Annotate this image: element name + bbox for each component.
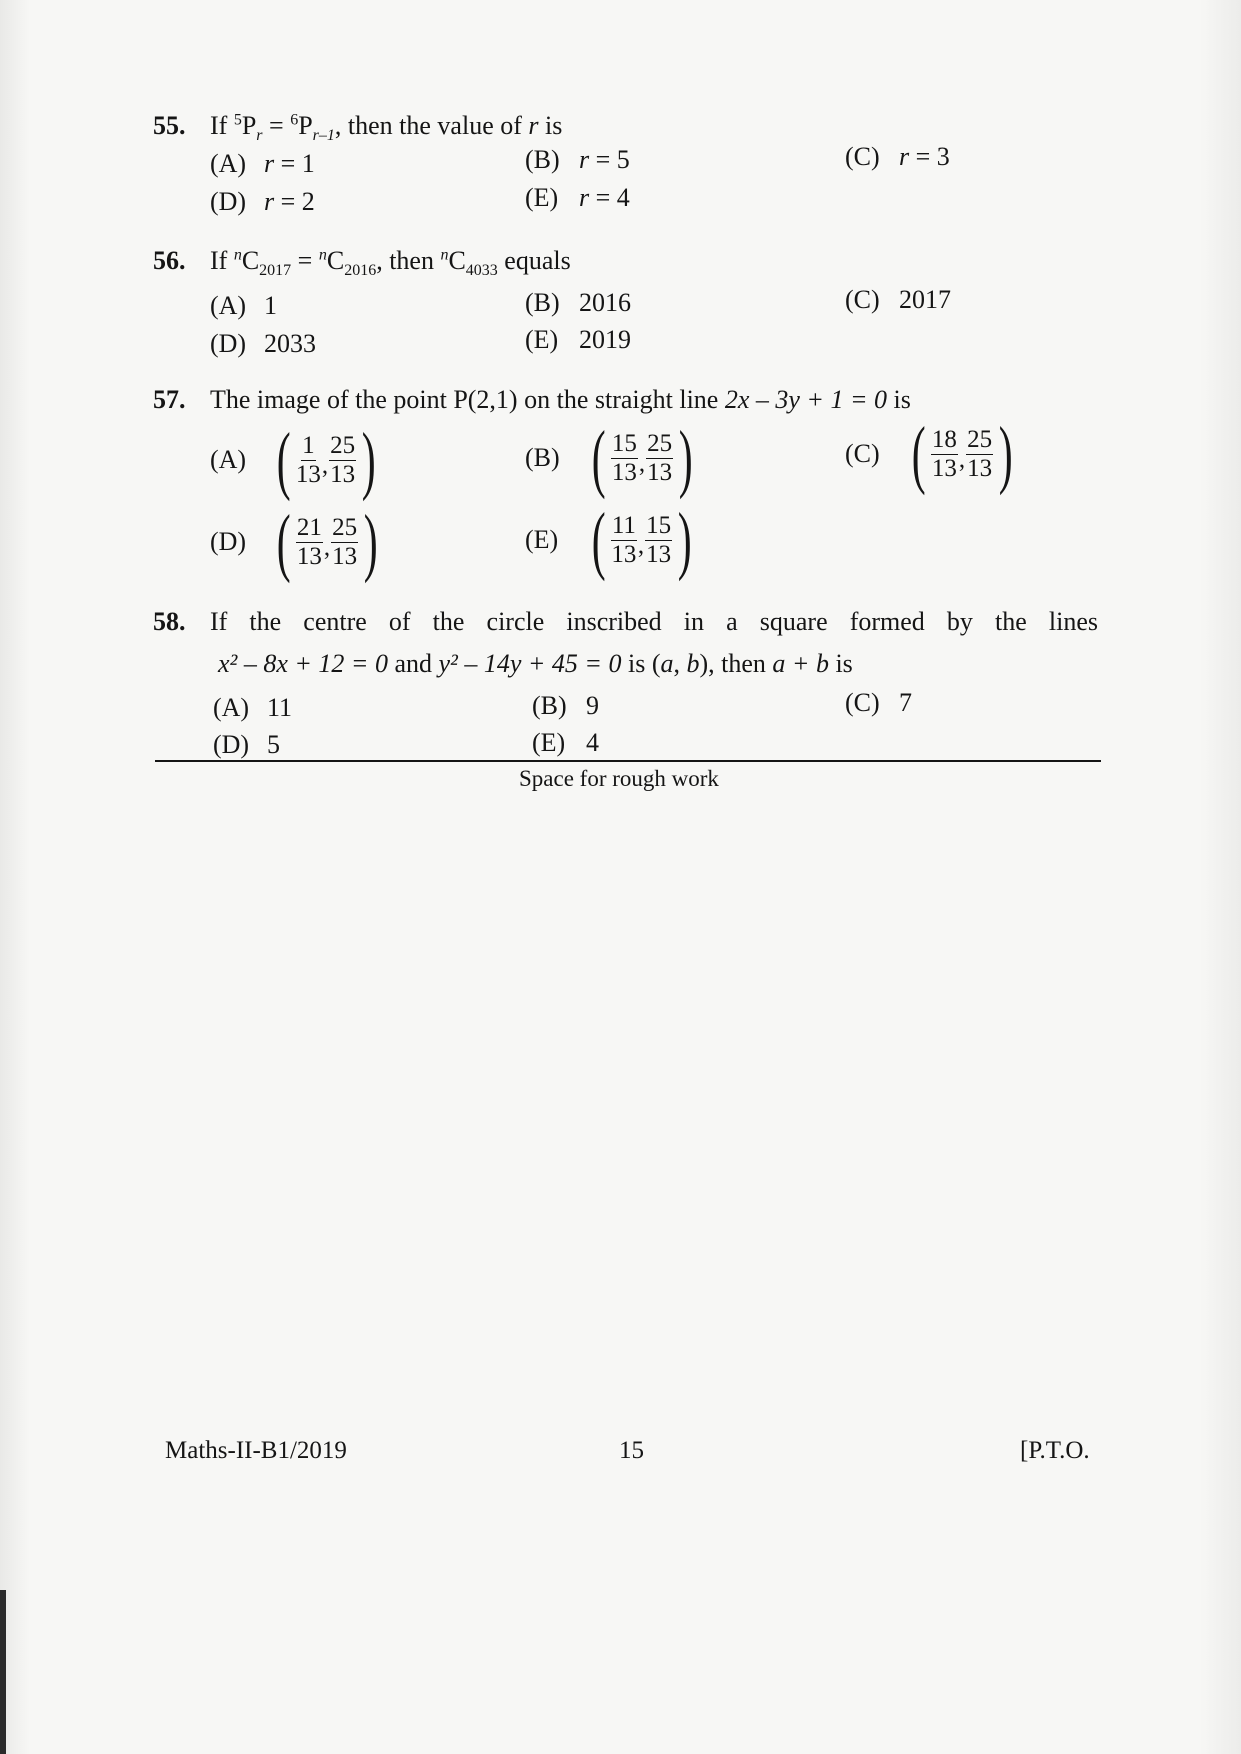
option-e: (E) ( $\frac{11}{13}$ , $\frac{15}{13}$ ) <box>525 508 697 572</box>
option-a: (A) 11 <box>213 693 293 722</box>
option-a: (A) 1 <box>210 291 277 320</box>
option-c: (C) ( $\frac{18}{13}$ , $\frac{25}{13}$ ) <box>845 422 1018 486</box>
option-e: (E) 2019 <box>525 325 631 354</box>
coordinate-pair: ( $\frac{21}{13}$ , $\frac{25}{13}$ ) <box>276 500 378 584</box>
option-d: (D) 5 <box>213 730 280 759</box>
binding-edge <box>0 1590 6 1754</box>
option-c: (C) 7 <box>845 688 912 717</box>
question-stem-line-1: If the centre of the circle inscribed in a square formed by the lines <box>210 607 1098 636</box>
option-c: (C) r = 3 <box>845 142 950 171</box>
question-stem: The image of the point P(2,1) on the straight line 2x – 3y + 1 = 0 is <box>210 385 911 414</box>
option-c: (C) 2017 <box>845 285 951 314</box>
page-number: 15 <box>619 1437 644 1464</box>
option-e: (E) r = 4 <box>525 183 630 212</box>
option-a: (A) ( $\frac{1}{13}$ , $\frac{25}{13}$ ) <box>210 428 381 492</box>
option-b: (B) ( $\frac{15}{13}$ , $\frac{25}{13}$ ) <box>525 426 698 490</box>
option-a: (A) r = 1 <box>210 149 315 178</box>
option-b: (B) 2016 <box>525 288 631 317</box>
option-b: (B) 9 <box>532 691 599 720</box>
rough-work-label: Space for rough work <box>519 766 719 791</box>
coordinate-pair: ( $\frac{11}{13}$ , $\frac{15}{13}$ ) <box>591 498 692 582</box>
coordinate-pair: ( $\frac{1}{13}$ , $\frac{25}{13}$ ) <box>276 418 376 502</box>
rough-work-divider <box>155 760 1101 762</box>
coordinate-pair: ( $\frac{15}{13}$ , $\frac{25}{13}$ ) <box>591 416 693 500</box>
option-d: (D) r = 2 <box>210 187 315 216</box>
question-stem: If $^nC_{2017} = ^nC_{2016}$, then $^nC_{4033}$ equals <box>210 246 571 280</box>
question-58-line-2: x² – 8x + 12 = 0 and y² – 14y + 45 = 0 is (a, b), then a + b is <box>218 649 853 678</box>
question-number: 55. <box>153 111 186 140</box>
question-number: 56. <box>153 246 186 275</box>
option-d: (D) ( $\frac{21}{13}$ , $\frac{25}{13}$ ) <box>210 510 383 574</box>
option-d: (D) 2033 <box>210 329 316 358</box>
question-number: 57. <box>153 385 186 414</box>
question-stem: If $^5P_r = ^6P_{r-1}$, then the value of r is <box>210 111 563 145</box>
question-number: 58. <box>153 607 186 636</box>
option-e: (E) 4 <box>532 728 599 757</box>
coordinate-pair: ( $\frac{18}{13}$ , $\frac{25}{13}$ ) <box>911 412 1013 496</box>
option-b: (B) r = 5 <box>525 145 630 174</box>
please-turn-over: [P.T.O. <box>1020 1437 1090 1464</box>
paper-code: Maths-II-B1/2019 <box>165 1437 347 1464</box>
